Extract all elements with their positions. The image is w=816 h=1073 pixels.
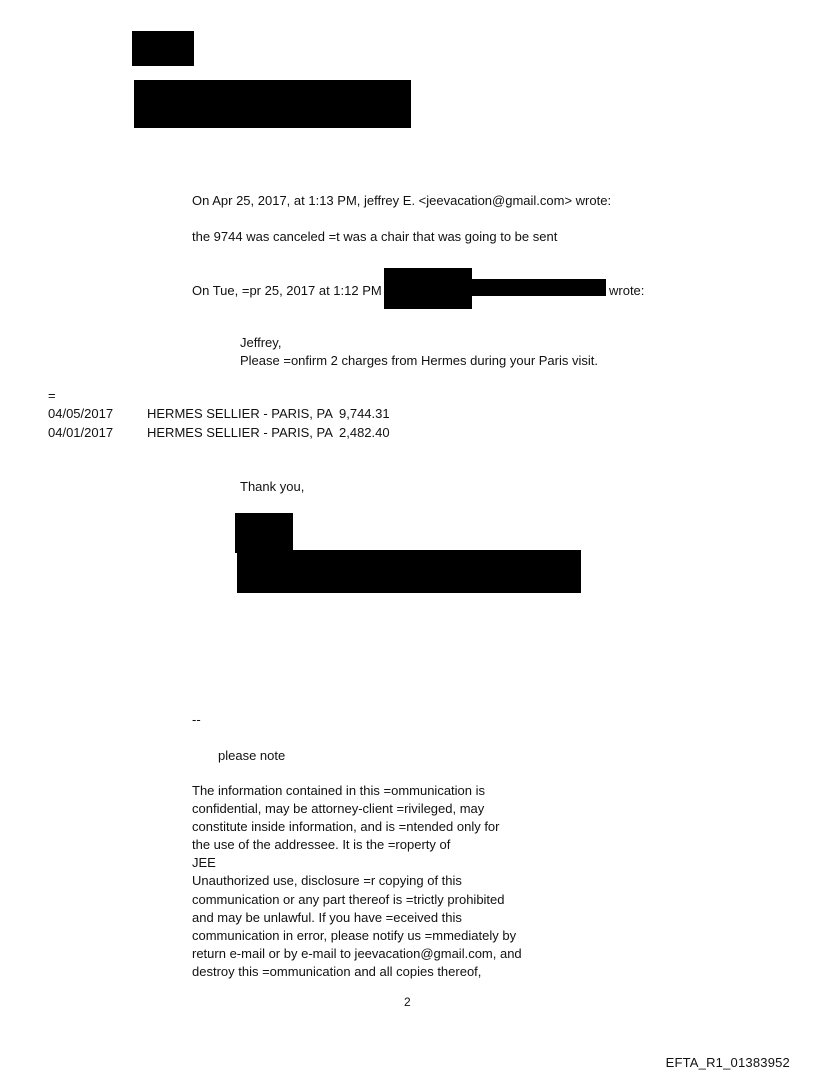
charge-merchant: HERMES SELLIER - PARIS, PA <box>147 406 333 421</box>
charge-date: 04/01/2017 <box>48 425 114 440</box>
disclaimer-paragraph <box>192 782 522 981</box>
closing: Thank you, <box>240 479 305 494</box>
redaction-block <box>470 279 606 296</box>
page-number: 2 <box>404 995 411 1009</box>
quoted-header-suffix: wrote: <box>609 283 645 298</box>
request-line: Please =onfirm 2 charges from Hermes during your Paris visit. <box>240 353 598 368</box>
charge-amount: 9,744.31 <box>339 406 390 421</box>
redaction-block <box>384 268 472 309</box>
redaction-block <box>134 80 411 128</box>
charge-amount: 2,482.40 <box>339 425 390 440</box>
disclaimer-line: The information contained in this =ommunication is <box>192 783 486 798</box>
redaction-block <box>237 550 581 593</box>
disclaimer-line: destroy this =ommunication and all copies thereof, <box>192 963 482 979</box>
disclaimer-line: Unauthorized use, disclosure =r copying of this <box>192 873 462 889</box>
signature-separator: -- <box>192 712 201 727</box>
note-heading: please note <box>218 748 286 763</box>
redaction-block <box>235 513 293 553</box>
charge-merchant: HERMES SELLIER - PARIS, PA <box>147 425 333 440</box>
disclaimer-line: the use of the addressee. It is the =roperty of <box>192 837 451 853</box>
document-id: EFTA_R1_01383952 <box>665 1055 790 1070</box>
disclaimer-line: return e-mail or by e-mail to jeevacation@gmail.com, and <box>192 945 522 961</box>
equals-marker: = <box>48 388 56 403</box>
redaction-block <box>132 31 194 66</box>
quoted-header-prefix: On Tue, =pr 25, 2017 at 1:12 PM <box>192 283 382 298</box>
disclaimer-line: confidential, may be attorney-client =rivileged, may <box>192 801 485 817</box>
disclaimer-line: and may be unlawful. If you have =eceived this <box>192 909 462 925</box>
disclaimer-line: JEE <box>192 855 216 871</box>
greeting: Jeffrey, <box>240 335 282 350</box>
email-header: On Apr 25, 2017, at 1:13 PM, jeffrey E. <jeevacation@gmail.com> wrote: <box>192 193 612 208</box>
reply-text: the 9744 was canceled =t was a chair that was going to be sent <box>192 229 558 244</box>
disclaimer-line: communication in error, please notify us =mmediately by <box>192 927 517 943</box>
charge-date: 04/05/2017 <box>48 406 114 421</box>
disclaimer-line: constitute inside information, and is =ntended only for <box>192 819 500 835</box>
disclaimer-line: communication or any part thereof is =trictly prohibited <box>192 891 505 907</box>
